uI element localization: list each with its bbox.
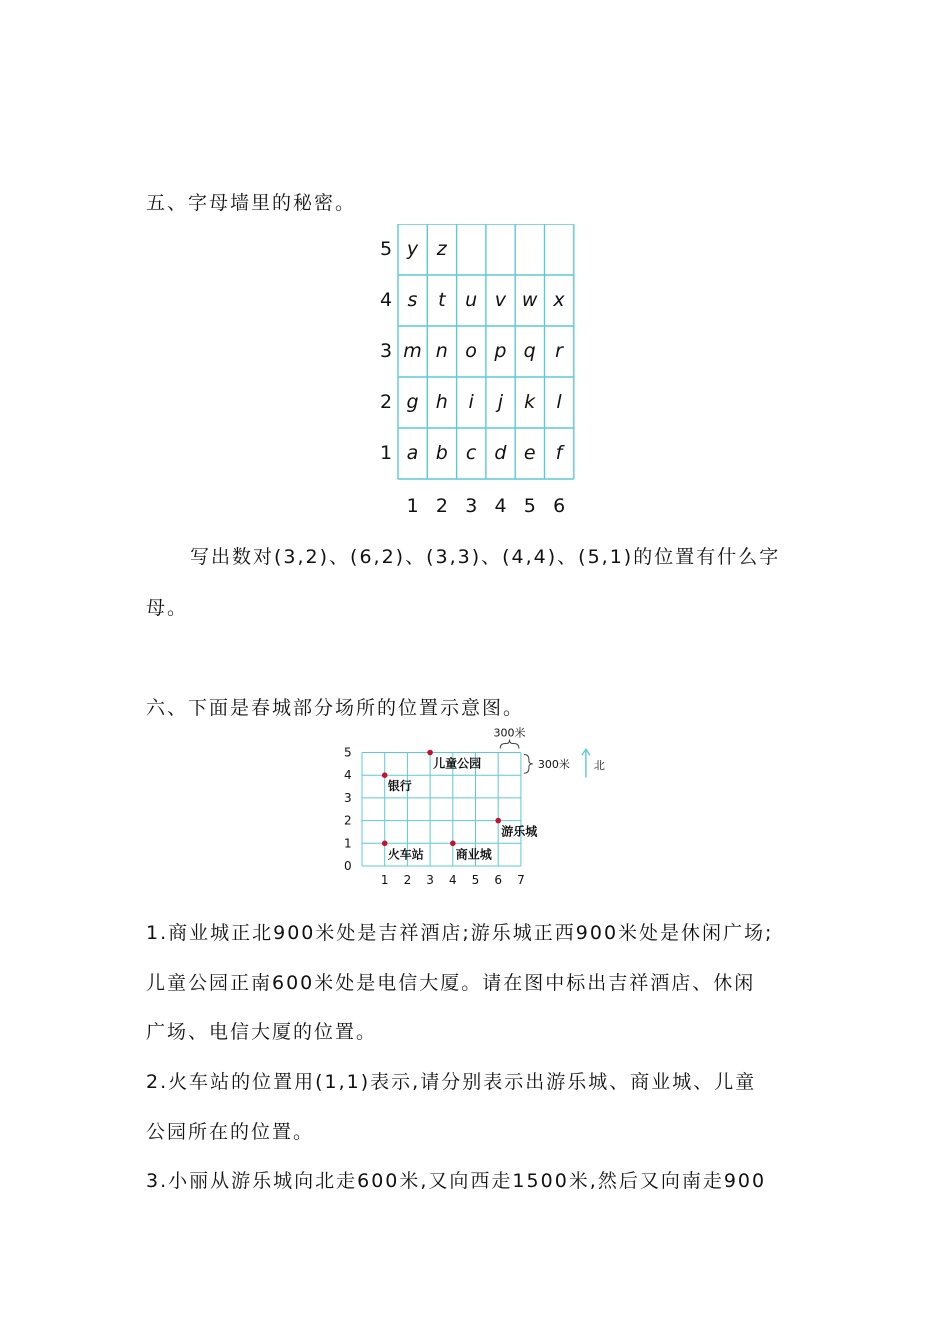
letter-wall — [372, 224, 582, 524]
place-point — [495, 818, 501, 824]
letter-cell: o — [465, 340, 477, 362]
row-label: 4 — [379, 289, 393, 311]
letter-cell: a — [406, 442, 419, 464]
city-position-map — [340, 722, 620, 890]
place-label: 商业城 — [455, 847, 492, 862]
letter-cell: q — [523, 340, 536, 362]
column-label: 2 — [435, 495, 448, 517]
map-x-tick: 1 — [380, 873, 389, 887]
column-label: 6 — [553, 495, 566, 517]
letter-cell: t — [438, 289, 446, 311]
letter-cell: w — [521, 289, 538, 311]
q2-line2: 公园所在的位置。 — [146, 1121, 315, 1143]
row-label: 3 — [379, 340, 393, 362]
letter-cell: f — [555, 442, 563, 464]
place-point — [450, 841, 456, 847]
section5-question-line1: 写出数对(3,2)、(6,2)、(3,3)、(4,4)、(5,1)的位置有什么字 — [190, 546, 781, 568]
letter-cell: b — [435, 442, 448, 464]
map-y-tick: 4 — [344, 768, 352, 783]
north-label: 北 — [593, 758, 605, 772]
letter-cell: i — [468, 391, 474, 413]
column-label: 4 — [494, 495, 507, 517]
map-y-tick: 0 — [344, 859, 352, 873]
place-point — [427, 750, 433, 756]
letter-cell: c — [465, 442, 477, 464]
column-label: 5 — [523, 495, 536, 517]
column-label: 3 — [465, 495, 478, 517]
place-label: 儿童公园 — [433, 756, 482, 771]
letter-cell — [486, 224, 515, 274]
column-label: 1 — [406, 495, 419, 517]
letter-cell: x — [553, 289, 565, 311]
letter-cell: v — [494, 289, 507, 311]
q3-line1: 3.小丽从游乐城向北走600米,又向西走1500米,然后又向南走900 — [146, 1170, 767, 1192]
map-y-tick: 2 — [344, 813, 352, 828]
place-label: 游乐城 — [501, 824, 538, 839]
letter-cell: p — [494, 340, 507, 362]
letter-cell: d — [494, 442, 507, 464]
letter-cell — [457, 224, 486, 274]
scale-label-horizontal: 300米 — [493, 726, 526, 740]
q2-line1: 2.火车站的位置用(1,1)表示,请分别表示出游乐城、商业城、儿童 — [146, 1071, 757, 1093]
scale-brace-vertical — [524, 755, 533, 774]
map-x-tick: 6 — [494, 873, 503, 887]
map-x-tick: 7 — [517, 873, 525, 887]
place-point — [382, 841, 388, 847]
letter-cell: j — [497, 391, 504, 413]
row-label: 2 — [379, 391, 393, 413]
row-label: 5 — [379, 238, 393, 260]
letter-cell: s — [407, 289, 418, 311]
map-x-tick: 5 — [471, 873, 480, 887]
place-label: 银行 — [387, 779, 412, 794]
q1-line2: 儿童公园正南600米处是电信大厦。请在图中标出吉祥酒店、休闲 — [146, 972, 756, 994]
q1-line3: 广场、电信大厦的位置。 — [146, 1021, 378, 1043]
map-y-tick: 1 — [344, 836, 352, 851]
letter-cell: z — [436, 238, 447, 260]
letter-cell: e — [523, 442, 536, 464]
letter-cell: r — [555, 340, 563, 362]
place-label: 火车站 — [387, 847, 424, 862]
map-y-tick: 5 — [344, 745, 352, 760]
section6-heading: 六、下面是春城部分场所的位置示意图。 — [146, 697, 525, 719]
scale-label-vertical: 300米 — [537, 757, 570, 771]
scale-brace-horizontal — [500, 740, 519, 749]
letter-cell: g — [406, 391, 419, 413]
q1-line1: 1.商业城正北900米处是吉祥酒店;游乐城正西900米处是休闲广场; — [146, 922, 774, 944]
letter-cell: m — [403, 340, 422, 362]
letter-cell: l — [556, 391, 562, 413]
letter-cell — [545, 224, 574, 274]
letter-cell: k — [524, 391, 536, 413]
place-point — [382, 772, 388, 778]
map-x-tick: 3 — [426, 873, 434, 887]
letter-cell — [515, 224, 544, 274]
map-y-tick: 3 — [344, 790, 352, 805]
letter-cell: u — [465, 289, 478, 311]
row-label: 1 — [379, 442, 393, 464]
letter-cell: n — [435, 340, 448, 362]
letter-cell: h — [435, 391, 448, 413]
section5-question-line2: 母。 — [146, 597, 189, 619]
map-x-tick: 2 — [403, 873, 412, 887]
map-x-tick: 4 — [448, 873, 457, 887]
letter-cell: y — [406, 238, 419, 260]
section5-heading: 五、字母墙里的秘密。 — [146, 192, 357, 214]
